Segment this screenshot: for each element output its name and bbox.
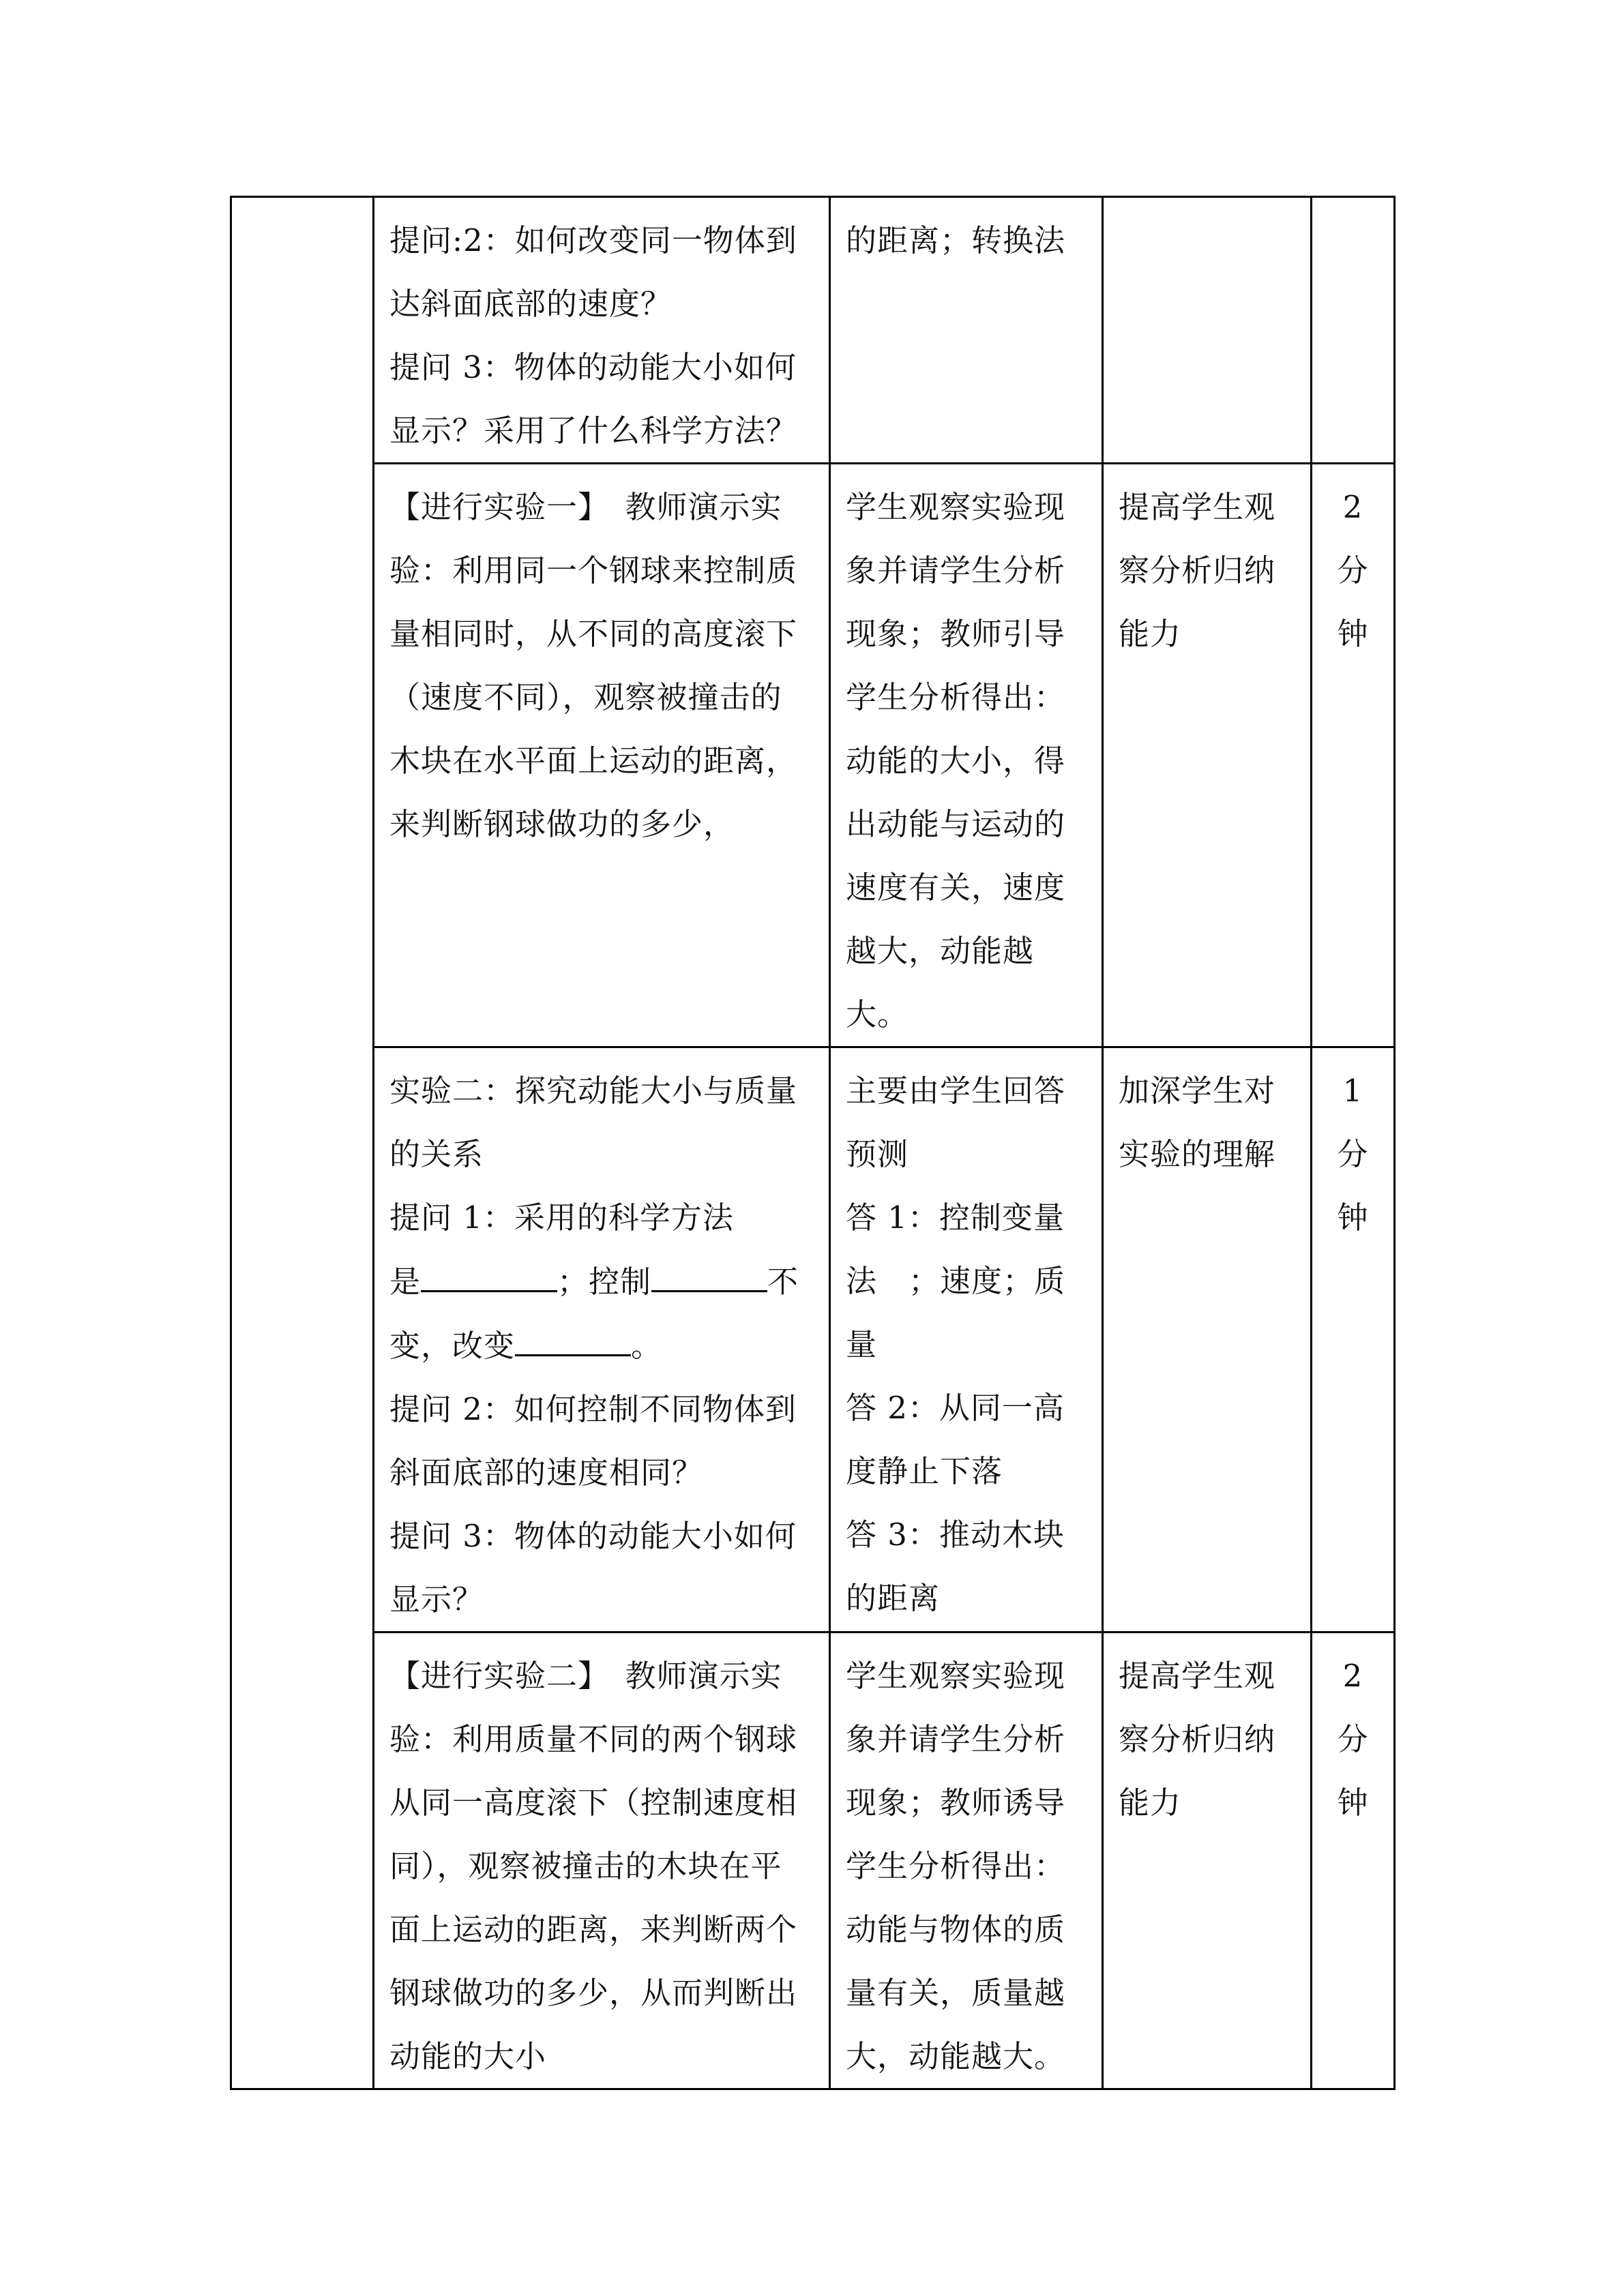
fill-in-blank bbox=[515, 1313, 631, 1356]
fill-in-blank bbox=[651, 1249, 767, 1292]
table-row bbox=[231, 1632, 1395, 2089]
purpose-cell: 提高学生观 察分析归纳 能力 bbox=[1103, 464, 1312, 1047]
stage-cell bbox=[231, 197, 374, 2089]
student-activity-cell: 学生观察实验现 象并请学生分析 现象；教师引导 学生分析得出： 动能的大小，得 出动能与运动的 速度有关，速度 越大，动能越 大。 bbox=[830, 464, 1103, 1047]
purpose-cell: 加深学生对 实验的理解 bbox=[1103, 1047, 1312, 1632]
fill-in-blank bbox=[421, 1249, 557, 1292]
time-cell: 2 分 钟 bbox=[1312, 1632, 1395, 2089]
lesson-plan-table bbox=[230, 196, 1396, 2090]
process-cell: 【进行实验一】 教师演示实 验：利用同一个钢球来控制质 量相同时，从不同的高度滚下 （速度不同），观察被撞击的 木块在水平面上运动的距离， 来判断钢球做功的多少， bbox=[374, 464, 830, 1047]
table-row bbox=[231, 1047, 1395, 1632]
process-cell: 提问:2：如何改变同一物体到 达斜面底部的速度？ 提问 3：物体的动能大小如何 显示？采用了什么科学方法？ bbox=[374, 197, 830, 464]
process-cell: 【进行实验二】 教师演示实 验：利用质量不同的两个钢球 从同一高度滚下（控制速度相 同），观察被撞击的木块在平 面上运动的距离，来判断两个 钢球做功的多少，从而判断出 动能的大小 bbox=[374, 1632, 830, 2089]
table-row bbox=[231, 464, 1395, 1047]
process-cell: 实验二：探究动能大小与质量 的关系 提问 1：采用的科学方法 是 ；控制 不 变，改变 。 提问 2：如何控制不同物体到 斜面底部的速度相同？ 提问 3：物体的动能大小如何 显示？ bbox=[374, 1047, 830, 1632]
time-cell bbox=[1312, 197, 1395, 464]
time-cell: 1 分 钟 bbox=[1312, 1047, 1395, 1632]
student-activity-cell: 学生观察实验现 象并请学生分析 现象；教师诱导 学生分析得出： 动能与物体的质 量有关，质量越 大，动能越大。 bbox=[830, 1632, 1103, 2089]
purpose-cell bbox=[1103, 197, 1312, 464]
student-activity-cell: 的距离；转换法 bbox=[830, 197, 1103, 464]
student-activity-cell: 主要由学生回答 预测 答 1：控制变量 法 ；速度；质 量 答 2：从同一高 度静止下落 答 3：推动木块 的距离 bbox=[830, 1047, 1103, 1632]
time-cell: 2 分 钟 bbox=[1312, 464, 1395, 1047]
purpose-cell: 提高学生观 察分析归纳 能力 bbox=[1103, 1632, 1312, 2089]
table-row bbox=[231, 197, 1395, 464]
